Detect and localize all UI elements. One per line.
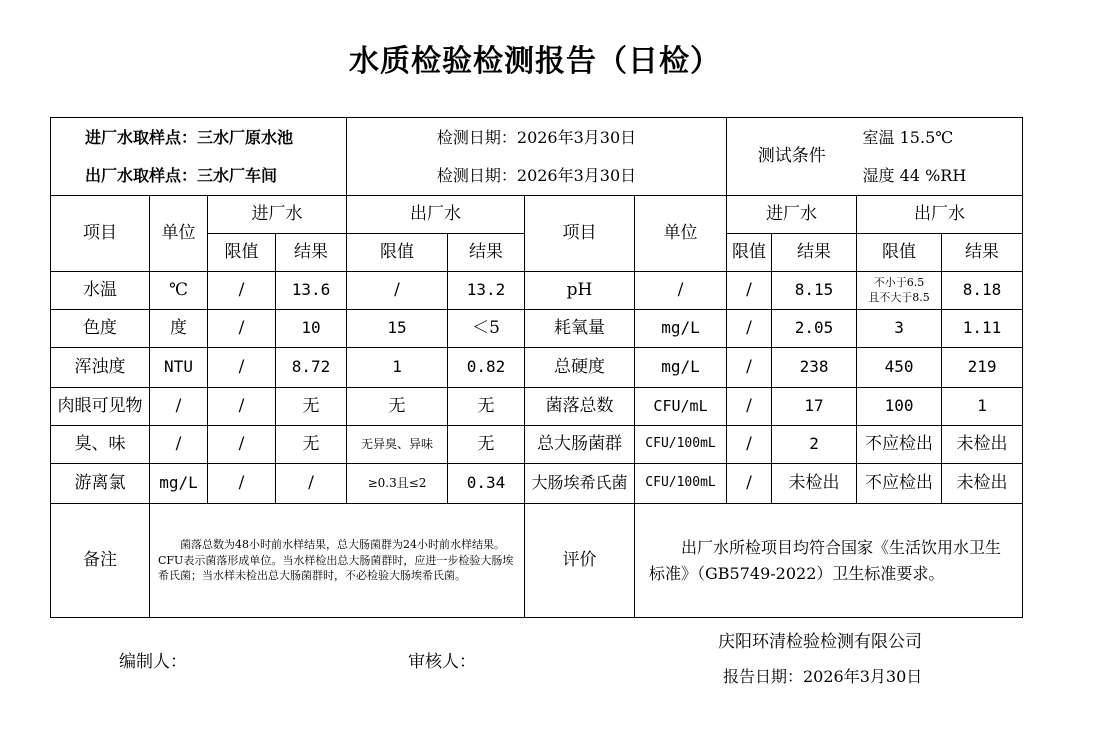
evaluation-label: 评价	[525, 504, 635, 618]
outlet-limit-cell: 450	[857, 348, 942, 388]
col-inlet-limit-right: 限值	[727, 234, 772, 272]
inlet-test-date: 检测日期：2026年3月30日	[436, 127, 637, 147]
inlet-result-cell: 无	[276, 426, 347, 464]
item-total-hardness: 总硬度	[525, 348, 635, 388]
outlet-result-cell: 0.82	[448, 348, 525, 388]
outlet-result-cell: 无	[448, 388, 525, 426]
outlet-limit-cell: 100	[857, 388, 942, 426]
outlet-limit-cell: 1	[347, 348, 448, 388]
outlet-result-cell: 未检出	[942, 426, 1023, 464]
room-temperature: 室温 15.5℃	[862, 127, 954, 147]
outlet-result-cell: 0.34	[448, 464, 525, 504]
report-table	[50, 117, 1023, 618]
table-row	[51, 464, 1023, 504]
unit-cell: NTU	[150, 348, 208, 388]
test-dates-cell	[347, 118, 727, 196]
outlet-result-cell: 未检出	[942, 464, 1023, 504]
item-water-temp: 水温	[51, 272, 150, 310]
item-free-chlorine: 游离氯	[51, 464, 150, 504]
inlet-sampling-point: 进厂水取样点：三水厂原水池	[85, 127, 294, 147]
inlet-limit-cell: /	[727, 388, 772, 426]
company-name: 庆阳环清检验检测有限公司	[718, 632, 922, 652]
outlet-limit-cell: ≥0.3且≤2	[347, 464, 448, 504]
unit-cell: CFU/100mL	[635, 464, 727, 504]
item-turbidity: 浑浊度	[51, 348, 150, 388]
table-row	[51, 388, 1023, 426]
unit-cell: mg/L	[635, 310, 727, 348]
notes-label: 备注	[51, 504, 150, 618]
item-visible-matter: 肉眼可见物	[51, 388, 150, 426]
column-header-row-1	[51, 196, 1023, 234]
notes-row	[51, 504, 1023, 618]
inlet-result-cell: 10	[276, 310, 347, 348]
inlet-result-cell: 未检出	[772, 464, 857, 504]
inlet-limit-cell: /	[208, 310, 276, 348]
inlet-limit-cell: /	[208, 348, 276, 388]
table-row	[51, 348, 1023, 388]
inlet-limit-cell: /	[208, 388, 276, 426]
test-condition-label: 测试条件	[727, 118, 857, 196]
col-item-left: 项目	[51, 196, 150, 272]
outlet-result-cell: 1	[942, 388, 1023, 426]
outlet-result-cell: 8.18	[942, 272, 1023, 310]
unit-cell: mg/L	[150, 464, 208, 504]
outlet-test-date: 检测日期：2026年3月30日	[436, 165, 637, 185]
test-condition-values	[857, 118, 1023, 196]
compiler-label: 编制人：	[119, 652, 187, 672]
outlet-result-cell: ＜5	[448, 310, 525, 348]
col-outlet-left: 出厂水	[347, 196, 525, 234]
item-ph: pH	[525, 272, 635, 310]
inlet-result-cell: 238	[772, 348, 857, 388]
inlet-limit-cell: /	[727, 464, 772, 504]
item-oxygen-consumption: 耗氧量	[525, 310, 635, 348]
inlet-result-cell: 17	[772, 388, 857, 426]
inlet-result-cell: 13.6	[276, 272, 347, 310]
unit-cell: /	[150, 388, 208, 426]
col-outlet-right: 出厂水	[857, 196, 1023, 234]
table-row	[51, 310, 1023, 348]
col-outlet-limit-right: 限值	[857, 234, 942, 272]
unit-cell: CFU/100mL	[635, 426, 727, 464]
outlet-limit-cell: 无	[347, 388, 448, 426]
outlet-result-cell: 13.2	[448, 272, 525, 310]
col-inlet-left: 进厂水	[208, 196, 347, 234]
item-total-coliforms: 总大肠菌群	[525, 426, 635, 464]
humidity: 湿度 44 %RH	[862, 165, 967, 185]
unit-cell: /	[150, 426, 208, 464]
item-chroma: 色度	[51, 310, 150, 348]
inlet-limit-cell: /	[727, 310, 772, 348]
item-e-coli: 大肠埃希氏菌	[525, 464, 635, 504]
outlet-result-cell: 219	[942, 348, 1023, 388]
header-row	[51, 118, 1023, 196]
outlet-limit-cell: /	[347, 272, 448, 310]
inlet-result-cell: 2.05	[772, 310, 857, 348]
item-odor-taste: 臭、味	[51, 426, 150, 464]
outlet-limit-cell: 无异臭、异味	[347, 426, 448, 464]
reviewer-label: 审核人：	[408, 652, 476, 672]
inlet-limit-cell: /	[727, 426, 772, 464]
inlet-limit-cell: /	[208, 464, 276, 504]
col-inlet-result-right: 结果	[772, 234, 857, 272]
notes-text: 菌落总数为48小时前水样结果，总大肠菌群为24小时前水样结果。CFU表示菌落形成单位。当水样检出总大肠菌群时，应进一步检验大肠埃希氏菌；当水样未检出总大肠菌群时，不必检验大肠埃希氏菌。	[150, 504, 525, 618]
inlet-limit-cell: /	[208, 426, 276, 464]
col-unit-right: 单位	[635, 196, 727, 272]
inlet-limit-cell: /	[727, 272, 772, 310]
unit-cell: CFU/mL	[635, 388, 727, 426]
sampling-points-cell	[51, 118, 347, 196]
col-outlet-limit-left: 限值	[347, 234, 448, 272]
outlet-limit-cell: 不小于6.5 且不大于8.5	[857, 272, 942, 310]
table-row	[51, 272, 1023, 310]
inlet-result-cell: 8.15	[772, 272, 857, 310]
unit-cell: ℃	[150, 272, 208, 310]
evaluation-text: 出厂水所检项目均符合国家《生活饮用水卫生标准》（GB5749-2022）卫生标准要求。	[635, 504, 1023, 618]
col-inlet-limit-left: 限值	[208, 234, 276, 272]
item-total-bacteria: 菌落总数	[525, 388, 635, 426]
inlet-limit-cell: /	[208, 272, 276, 310]
outlet-limit-cell: 3	[857, 310, 942, 348]
outlet-result-cell: 1.11	[942, 310, 1023, 348]
col-inlet-result-left: 结果	[276, 234, 347, 272]
col-outlet-result-right: 结果	[942, 234, 1023, 272]
outlet-limit-cell: 不应检出	[857, 426, 942, 464]
inlet-result-cell: 2	[772, 426, 857, 464]
inlet-limit-cell: /	[727, 348, 772, 388]
unit-cell: /	[635, 272, 727, 310]
outlet-result-cell: 无	[448, 426, 525, 464]
outlet-sampling-point: 出厂水取样点：三水厂车间	[85, 165, 278, 185]
outlet-limit-cell: 不应检出	[857, 464, 942, 504]
report-title: 水质检验检测报告（日检）	[349, 44, 721, 79]
col-item-right: 项目	[525, 196, 635, 272]
inlet-result-cell: 8.72	[276, 348, 347, 388]
col-inlet-right: 进厂水	[727, 196, 857, 234]
unit-cell: mg/L	[635, 348, 727, 388]
col-unit-left: 单位	[150, 196, 208, 272]
report-date: 报告日期：2026年3月30日	[723, 667, 923, 686]
outlet-limit-cell: 15	[347, 310, 448, 348]
inlet-result-cell: 无	[276, 388, 347, 426]
inlet-result-cell: /	[276, 464, 347, 504]
table-row	[51, 426, 1023, 464]
col-outlet-result-left: 结果	[448, 234, 525, 272]
unit-cell: 度	[150, 310, 208, 348]
